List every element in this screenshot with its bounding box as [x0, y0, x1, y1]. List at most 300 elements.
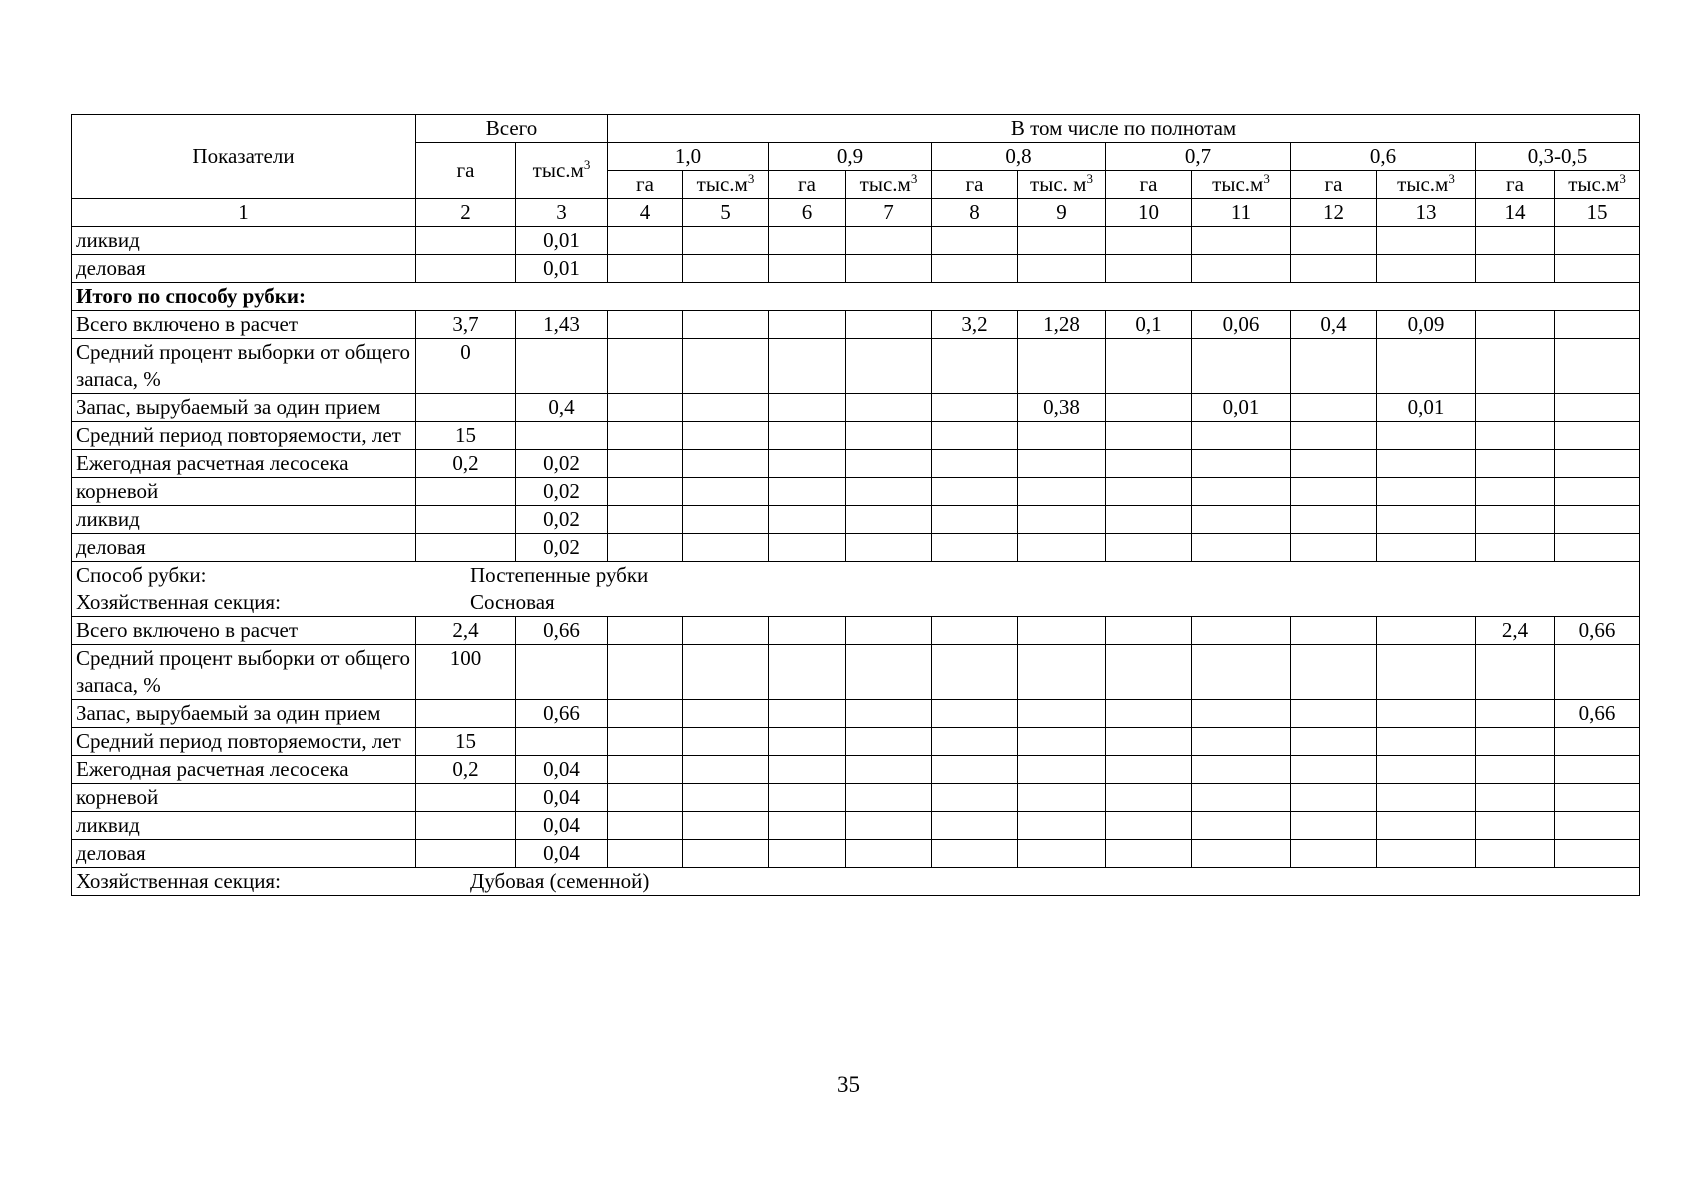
row-label: Всего включено в расчет [72, 311, 416, 339]
table-cell [608, 617, 683, 645]
header-density-0-8: 0,8 [932, 143, 1106, 171]
table-cell [846, 617, 932, 645]
table-cell [1018, 645, 1106, 700]
table-cell [769, 700, 846, 728]
table-cell [846, 422, 932, 450]
table-cell [1476, 339, 1555, 394]
table-cell [1291, 756, 1377, 784]
column-number: 7 [846, 199, 932, 227]
table-cell [1018, 784, 1106, 812]
table-cell [1291, 255, 1377, 283]
section-key: Хозяйственная секция: [76, 869, 281, 893]
column-number: 11 [1192, 199, 1291, 227]
table-cell [608, 311, 683, 339]
table-cell [683, 394, 769, 422]
table-cell [1476, 311, 1555, 339]
header-column-numbers [72, 199, 1640, 227]
header-density-0-6: 0,6 [1291, 143, 1476, 171]
header-unit-vol: $тыс.м^3$ [846, 171, 932, 199]
row-label: корневой [72, 784, 416, 812]
table-cell [608, 450, 683, 478]
table-cell [1106, 450, 1192, 478]
section-value: Дубовая (семенной) [470, 869, 650, 893]
table-cell: 0,01 [1192, 394, 1291, 422]
table-cell [683, 645, 769, 700]
row-label: деловая [72, 840, 416, 868]
table-cell [769, 812, 846, 840]
table-cell [1291, 645, 1377, 700]
table-cell [1106, 728, 1192, 756]
table-cell [1555, 339, 1640, 394]
table-cell [1476, 645, 1555, 700]
column-number: 4 [608, 199, 683, 227]
table-cell [1377, 506, 1476, 534]
table-cell [416, 478, 516, 506]
row-label: деловая [72, 534, 416, 562]
table-cell [932, 617, 1018, 645]
row-label: Запас, вырубаемый за один прием [72, 394, 416, 422]
table-cell [932, 255, 1018, 283]
section-heading [72, 562, 1640, 617]
table-cell: 0,02 [516, 450, 608, 478]
table-cell: 0,04 [516, 784, 608, 812]
table-cell [846, 784, 932, 812]
table-cell [1555, 645, 1640, 700]
table-cell [608, 339, 683, 394]
table-cell [1291, 700, 1377, 728]
table-cell [846, 534, 932, 562]
table-cell [1476, 534, 1555, 562]
table-row [72, 728, 1640, 756]
table-row [72, 394, 1640, 422]
table-cell [846, 255, 932, 283]
table-cell: 0,1 [1106, 311, 1192, 339]
table-cell [416, 255, 516, 283]
table-cell [683, 840, 769, 868]
table-cell [1192, 339, 1291, 394]
table-cell [1018, 506, 1106, 534]
table-cell [1192, 227, 1291, 255]
table-cell [1018, 756, 1106, 784]
table-cell [516, 645, 608, 700]
header-unit-vol: $тыс.м^3$ [1555, 171, 1640, 199]
table-row [72, 450, 1640, 478]
header-density-0-9: 0,9 [769, 143, 932, 171]
table-cell [932, 506, 1018, 534]
table-row [72, 339, 1640, 394]
table-cell [683, 255, 769, 283]
table-row [72, 645, 1640, 700]
table-cell: 0,4 [516, 394, 608, 422]
header-unit-vol: $тыс.м^3$ [1377, 171, 1476, 199]
row-label: деловая [72, 255, 416, 283]
column-number: 13 [1377, 199, 1476, 227]
table-cell: 1,43 [516, 311, 608, 339]
table-cell [846, 311, 932, 339]
column-number: 12 [1291, 199, 1377, 227]
table-cell: 100 [416, 645, 516, 700]
table-cell [1106, 840, 1192, 868]
table-cell [846, 840, 932, 868]
subtotal-heading: Итого по способу рубки: [72, 283, 1640, 311]
table-cell [1192, 728, 1291, 756]
table-cell [1555, 506, 1640, 534]
table-cell [683, 311, 769, 339]
table-cell [1377, 478, 1476, 506]
table-cell [846, 506, 932, 534]
table-row [72, 700, 1640, 728]
table-cell [683, 784, 769, 812]
table-cell [932, 784, 1018, 812]
column-number: 3 [516, 199, 608, 227]
table-cell [683, 700, 769, 728]
table-cell [769, 784, 846, 812]
table-cell [1377, 728, 1476, 756]
section-heading-row [72, 868, 1640, 896]
table-cell: 2,4 [1476, 617, 1555, 645]
table-cell [1192, 617, 1291, 645]
table-cell [1291, 450, 1377, 478]
header-total-vol: $тыс.м^3$ [516, 143, 608, 199]
table-cell [1192, 450, 1291, 478]
table-cell [1018, 534, 1106, 562]
column-number: 9 [1018, 199, 1106, 227]
table-cell [769, 422, 846, 450]
table-cell: 0,01 [516, 255, 608, 283]
table-cell [769, 534, 846, 562]
table-cell [683, 450, 769, 478]
section-key: Способ рубки: [76, 563, 207, 587]
table-cell [416, 700, 516, 728]
subtotal-heading-row [72, 283, 1640, 311]
table-cell [1291, 617, 1377, 645]
table-cell [608, 534, 683, 562]
table-cell [1018, 617, 1106, 645]
table-cell [846, 394, 932, 422]
header-unit-ha: га [608, 171, 683, 199]
table-cell [1555, 311, 1640, 339]
table-cell [683, 728, 769, 756]
table-cell: 0,04 [516, 840, 608, 868]
table-cell [1018, 450, 1106, 478]
header-density-0-3-0-5: 0,3-0,5 [1476, 143, 1640, 171]
table-cell [846, 645, 932, 700]
table-cell: 0,66 [1555, 617, 1640, 645]
table-cell [769, 840, 846, 868]
table-cell [1291, 339, 1377, 394]
table-cell [1192, 534, 1291, 562]
table-cell [932, 728, 1018, 756]
table-row [72, 422, 1640, 450]
table-cell [932, 394, 1018, 422]
table-cell [1377, 255, 1476, 283]
table-cell: 15 [416, 728, 516, 756]
table-cell: 0,09 [1377, 311, 1476, 339]
table-cell [1377, 617, 1476, 645]
table-cell [1106, 506, 1192, 534]
table-cell [1106, 645, 1192, 700]
table-cell [1106, 617, 1192, 645]
table-cell [1555, 756, 1640, 784]
table-cell [1018, 728, 1106, 756]
header-unit-ha: га [1106, 171, 1192, 199]
table-cell [932, 422, 1018, 450]
table-cell [932, 700, 1018, 728]
table-cell [1192, 812, 1291, 840]
table-cell [1476, 422, 1555, 450]
table-row [72, 617, 1640, 645]
table-cell [846, 756, 932, 784]
column-number: 5 [683, 199, 769, 227]
table-row [72, 784, 1640, 812]
table-cell: 0,66 [516, 700, 608, 728]
table-cell [608, 812, 683, 840]
section-heading [72, 868, 1640, 896]
column-number: 2 [416, 199, 516, 227]
table-cell: 3,7 [416, 311, 516, 339]
table-cell [932, 812, 1018, 840]
table-body [72, 227, 1640, 896]
column-number: 15 [1555, 199, 1640, 227]
table-cell [1106, 756, 1192, 784]
table-cell [416, 534, 516, 562]
table-cell [1291, 394, 1377, 422]
header-unit-vol: $тыс.м^3$ [1192, 171, 1291, 199]
table-cell [769, 617, 846, 645]
table-cell [1106, 394, 1192, 422]
table-cell [932, 645, 1018, 700]
table-cell [1555, 227, 1640, 255]
table-cell [1476, 756, 1555, 784]
table-cell [1377, 339, 1476, 394]
row-label: ликвид [72, 227, 416, 255]
row-label: Средний процент выборки от общего запаса, % [72, 645, 416, 700]
row-label: Запас, вырубаемый за один прием [72, 700, 416, 728]
table-cell [1555, 840, 1640, 868]
table-row [72, 840, 1640, 868]
table-cell [932, 339, 1018, 394]
table-cell [1555, 478, 1640, 506]
cutting-area-table [71, 114, 1640, 896]
header-unit-ha: га [932, 171, 1018, 199]
table-cell [416, 784, 516, 812]
row-label: корневой [72, 478, 416, 506]
table-cell [1555, 784, 1640, 812]
table-cell [1291, 534, 1377, 562]
table-cell [1018, 700, 1106, 728]
table-cell [1018, 227, 1106, 255]
column-number: 1 [72, 199, 416, 227]
row-label: ликвид [72, 506, 416, 534]
table-row [72, 506, 1640, 534]
table-cell [683, 617, 769, 645]
header-row-1 [72, 115, 1640, 143]
table-cell [1192, 422, 1291, 450]
table-cell [1018, 478, 1106, 506]
table-cell [608, 255, 683, 283]
table-cell: 3,2 [932, 311, 1018, 339]
table-cell [1192, 255, 1291, 283]
table-cell: 0,02 [516, 506, 608, 534]
table-cell: 0,02 [516, 478, 608, 506]
section-line [76, 562, 1635, 589]
table-cell [1106, 255, 1192, 283]
table-cell [769, 311, 846, 339]
table-cell [1377, 450, 1476, 478]
table-cell [1291, 227, 1377, 255]
header-unit-ha: га [1291, 171, 1377, 199]
header-density-1-0: 1,0 [608, 143, 769, 171]
table-row [72, 227, 1640, 255]
table-cell [932, 534, 1018, 562]
table-cell [1018, 255, 1106, 283]
table-cell [1377, 700, 1476, 728]
table-row [72, 311, 1640, 339]
table-cell [1291, 728, 1377, 756]
section-line [76, 868, 1635, 895]
table-cell [608, 728, 683, 756]
table-cell [1192, 756, 1291, 784]
table-cell [1106, 478, 1192, 506]
table-cell [1192, 700, 1291, 728]
section-key: Хозяйственная секция: [76, 590, 281, 614]
table-cell [416, 840, 516, 868]
header-total-ha: га [416, 143, 516, 199]
header-unit-ha: га [769, 171, 846, 199]
table-cell [516, 339, 608, 394]
table-cell [769, 506, 846, 534]
table-cell [1018, 422, 1106, 450]
table-cell [769, 339, 846, 394]
page-number: 35 [837, 1072, 860, 1097]
table-cell: 0,66 [516, 617, 608, 645]
table-cell: 2,4 [416, 617, 516, 645]
header-density-0-7: 0,7 [1106, 143, 1291, 171]
table-cell [1291, 840, 1377, 868]
table-cell: 0,04 [516, 812, 608, 840]
table-cell [1377, 784, 1476, 812]
table-cell [1555, 812, 1640, 840]
table-cell [416, 506, 516, 534]
table-cell [1192, 645, 1291, 700]
table-cell [932, 227, 1018, 255]
table-cell [1018, 339, 1106, 394]
table-cell [932, 756, 1018, 784]
header-unit-vol: тыс. $м^3$ [1018, 171, 1106, 199]
table-cell [1476, 450, 1555, 478]
table-cell [1106, 227, 1192, 255]
row-label: Ежегодная расчетная лесосека [72, 756, 416, 784]
table-cell [932, 450, 1018, 478]
table-cell [608, 394, 683, 422]
header-by-density: В том числе по полнотам [608, 115, 1640, 143]
table-cell [769, 255, 846, 283]
header-indicator: Показатели [72, 115, 416, 199]
table-cell: 0 [416, 339, 516, 394]
table-cell [1476, 506, 1555, 534]
table-cell: 1,28 [1018, 311, 1106, 339]
row-label: Средний процент выборки от общего запаса, % [72, 339, 416, 394]
header-unit-ha: га [1476, 171, 1555, 199]
header-total: Всего [416, 115, 608, 143]
table-cell: 0,02 [516, 534, 608, 562]
table-cell [1291, 784, 1377, 812]
table-cell [608, 700, 683, 728]
table-cell [1476, 812, 1555, 840]
table-cell [846, 227, 932, 255]
table-cell [932, 478, 1018, 506]
table-cell: 0,01 [516, 227, 608, 255]
table-cell [846, 700, 932, 728]
table-cell [1377, 756, 1476, 784]
table-cell [1291, 478, 1377, 506]
column-number: 6 [769, 199, 846, 227]
table-row [72, 478, 1640, 506]
table-cell [608, 227, 683, 255]
table-cell [1018, 812, 1106, 840]
table-cell [1291, 506, 1377, 534]
table-row [72, 255, 1640, 283]
table-cell [1476, 840, 1555, 868]
table-cell [683, 756, 769, 784]
table-cell [1192, 506, 1291, 534]
table-cell [608, 756, 683, 784]
table-cell [416, 812, 516, 840]
column-number: 10 [1106, 199, 1192, 227]
table-header [72, 115, 1640, 227]
table-cell [416, 227, 516, 255]
table-cell [846, 812, 932, 840]
table-cell [1555, 450, 1640, 478]
row-label: ликвид [72, 812, 416, 840]
row-label: Средний период повторяемости, лет [72, 728, 416, 756]
table-cell [932, 840, 1018, 868]
section-value: Постепенные рубки [470, 563, 649, 587]
table-cell [516, 422, 608, 450]
table-row [72, 812, 1640, 840]
table-cell: 0,4 [1291, 311, 1377, 339]
header-unit-vol: $тыс.м^3$ [683, 171, 769, 199]
table-cell [683, 478, 769, 506]
table-cell [608, 645, 683, 700]
table-row [72, 756, 1640, 784]
table-cell: 0,66 [1555, 700, 1640, 728]
table-cell [683, 422, 769, 450]
table-cell [1476, 784, 1555, 812]
section-value: Сосновая [470, 590, 555, 614]
table-cell [1555, 422, 1640, 450]
table-cell [1555, 255, 1640, 283]
row-label: Всего включено в расчет [72, 617, 416, 645]
table-cell [1476, 728, 1555, 756]
table-cell [1106, 534, 1192, 562]
table-cell: 0,38 [1018, 394, 1106, 422]
table-row [72, 534, 1640, 562]
table-cell [1377, 812, 1476, 840]
table-cell [608, 784, 683, 812]
table-cell [846, 339, 932, 394]
table-cell: 0,2 [416, 450, 516, 478]
table-cell [1476, 255, 1555, 283]
table-cell [683, 506, 769, 534]
table-cell [769, 645, 846, 700]
table-cell [1377, 645, 1476, 700]
table-cell [1476, 700, 1555, 728]
table-cell [1377, 227, 1476, 255]
table-cell [1555, 534, 1640, 562]
table-cell [1106, 812, 1192, 840]
table-cell [1476, 394, 1555, 422]
